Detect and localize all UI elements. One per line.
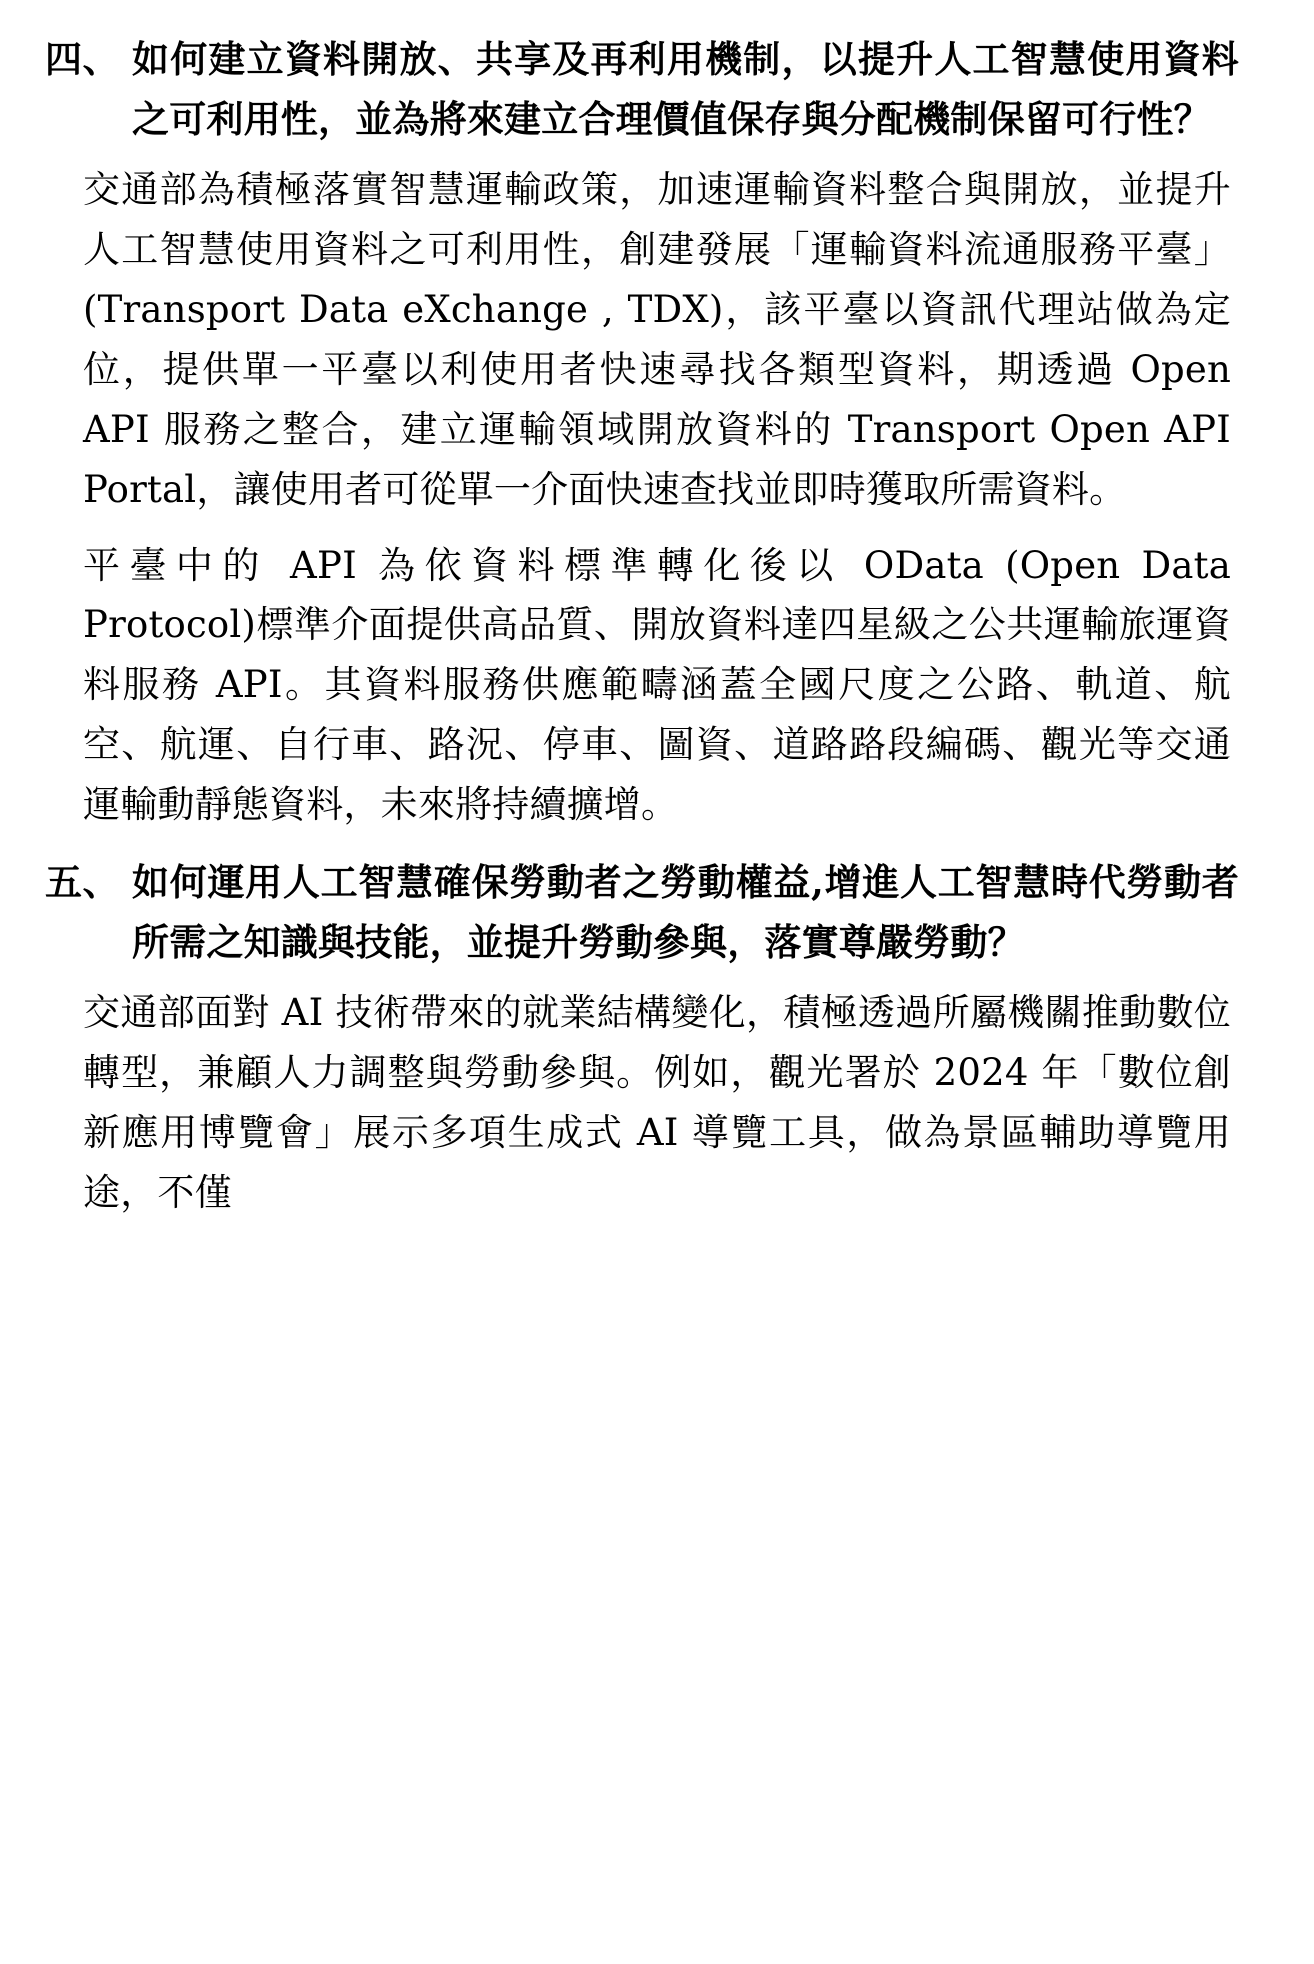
section-four: [45, 30, 1239, 835]
question-item: [45, 30, 1239, 150]
question-marker: 四、: [45, 37, 120, 81]
question-item: [45, 853, 1239, 973]
paragraph: 交通部面對 AI 技術帶來的就業結構變化，積極透過所屬機關推動數位轉型，兼顧人力調整與勞動參與。例如，觀光署於 2024 年「數位創新應用博覽會」展示多項生成式 AI 導覽工具，做為景區輔助導覽用途，不僅: [83, 991, 1231, 1214]
section-five: [45, 853, 1239, 1223]
question-text: 如何建立資料開放、共享及再利用機制，以提升人工智慧使用資料之可利用性，並為將來建立合理價值保存與分配機制保留可行性？: [132, 37, 1239, 141]
question-marker: 五、: [45, 860, 120, 905]
question-text: 如何運用人工智慧確保勞動者之勞動權益,增進人工智慧時代勞動者所需之知識與技能，並提升勞動參與，落實尊嚴勞動？: [132, 860, 1239, 965]
paragraph: 平臺中的 API 為依資料標準轉化後以 OData (Open Data Protocol)標準介面提供高品質、開放資料達四星級之公共運輸旅運資料服務 API。其資料服務供應範疇涵蓋全國尺度之公路、軌道、航空、航運、自行車、路況、停車、圖資、道路路段編碼、觀光等交通運輸動靜態資料，未來將持續擴增。: [83, 543, 1231, 827]
paragraph: 交通部為積極落實智慧運輸政策，加速運輸資料整合與開放，並提升人工智慧使用資料之可利用性，創建發展「運輸資料流通服務平臺」(Transport Data eXchange , TDX)，該平臺以資訊代理站做為定位，提供單一平臺以利使用者快速尋找各類型資料，期透過 Open API 服務之整合，建立運輸領域開放資料的 Transport Open API Portal，讓使用者可從單一介面快速查找並即時獲取所需資料。: [83, 167, 1231, 511]
